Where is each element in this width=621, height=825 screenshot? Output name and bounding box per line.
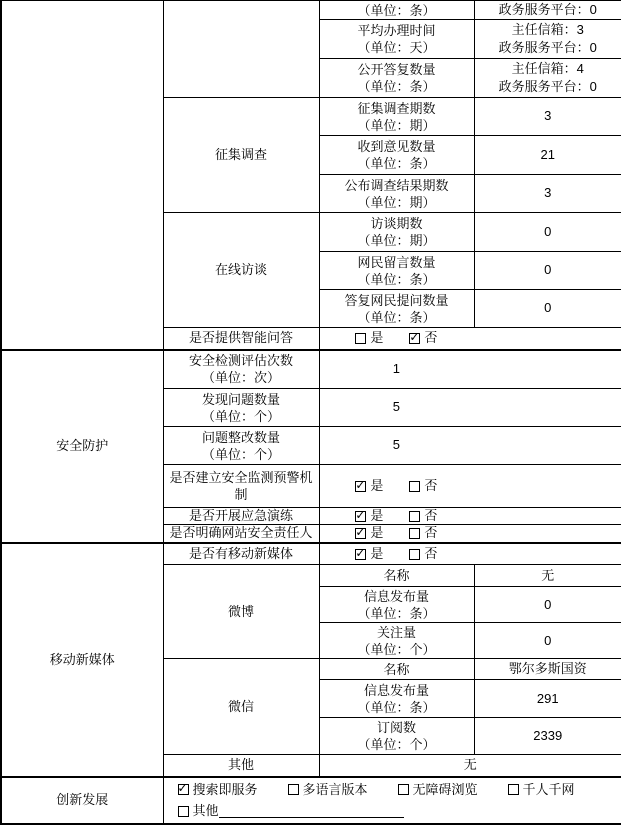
- checkbox-unchecked-icon[interactable]: [508, 784, 519, 795]
- value-line: 政务服务平台：0: [475, 39, 621, 57]
- subsection-cell-empty: [163, 1, 319, 98]
- subsection-label-survey: 征集调查: [163, 98, 319, 213]
- value: 5: [320, 437, 474, 453]
- checkbox-unchecked-icon[interactable]: [288, 784, 299, 795]
- blank-underline: [219, 805, 404, 818]
- no-label: 否: [424, 546, 437, 562]
- section-label-innovation: 创新发展: [1, 777, 163, 825]
- value-cell: [319, 389, 621, 427]
- yes-label: 是: [370, 508, 383, 524]
- metric-label: 关注量: [320, 624, 474, 641]
- checkbox-unchecked-icon[interactable]: [398, 784, 409, 795]
- metric-cell: [319, 1, 474, 20]
- checkbox-unchecked-icon[interactable]: [409, 511, 420, 522]
- subsection-label-wechat: 微信: [163, 659, 319, 755]
- metric-cell: [163, 427, 319, 465]
- metric-cell: [319, 213, 474, 252]
- section-label-mobile-media: 移动新媒体: [1, 543, 163, 777]
- yesno-cell: [319, 465, 621, 508]
- metric-label: 征集调查期数: [320, 100, 474, 117]
- value-cell: 无: [319, 755, 621, 777]
- metric-cell: [319, 175, 474, 213]
- option-label: 其他: [193, 803, 219, 819]
- metric-cell: [319, 98, 474, 136]
- metric-cell: [319, 623, 474, 659]
- no-option: [409, 546, 437, 562]
- yes-label: 是: [370, 330, 383, 346]
- no-label: 否: [424, 508, 437, 524]
- metric-unit: （单位：期）: [320, 194, 474, 211]
- checkbox-unchecked-icon[interactable]: [355, 333, 366, 344]
- metric-unit: （单位：条）: [320, 2, 474, 19]
- no-option: [409, 525, 437, 541]
- option-personalized-web: [508, 782, 575, 798]
- metric-cell: [319, 680, 474, 718]
- value-cell: 无: [474, 565, 621, 587]
- metric-cell: [319, 659, 474, 680]
- metric-cell: [319, 290, 474, 328]
- metric-unit: （单位：条）: [320, 155, 474, 172]
- checkbox-checked-icon[interactable]: [355, 549, 366, 560]
- metric-unit: （单位：个）: [320, 736, 474, 753]
- value: 5: [320, 399, 474, 415]
- value-line: 主任信箱：4: [475, 60, 621, 78]
- subsection-label-other: 其他: [163, 755, 319, 777]
- value: 1: [320, 361, 474, 377]
- metric-cell: [319, 252, 474, 290]
- checkbox-checked-icon[interactable]: [409, 333, 420, 344]
- metric-label: 公布调查结果期数: [320, 177, 474, 194]
- metric-unit: （单位：条）: [320, 309, 474, 326]
- value-cell: 21: [474, 136, 621, 175]
- innovation-options-cell: [163, 777, 621, 825]
- metric-cell: [319, 20, 474, 59]
- option-multilingual: [288, 782, 368, 798]
- yes-label: 是: [370, 478, 383, 494]
- metric-cell: [319, 565, 474, 587]
- subsection-label-interview: 在线访谈: [163, 213, 319, 328]
- no-label: 否: [424, 478, 437, 494]
- checkbox-checked-icon[interactable]: [355, 481, 366, 492]
- question-label-security-owner: 是否明确网站安全责任人: [163, 525, 319, 543]
- question-label-emergency-drill: 是否开展应急演练: [163, 508, 319, 525]
- no-label: 否: [424, 330, 437, 346]
- metric-unit: （单位：期）: [320, 117, 474, 134]
- checkbox-unchecked-icon[interactable]: [178, 806, 189, 817]
- metric-unit: （单位：条）: [320, 699, 474, 716]
- no-option: [409, 330, 437, 346]
- section-cell-empty: [1, 1, 163, 350]
- checkbox-checked-icon[interactable]: [178, 784, 189, 795]
- yes-option: [355, 525, 383, 541]
- value-line: 主任信箱：3: [475, 21, 621, 39]
- value-cell: 2339: [474, 718, 621, 755]
- yes-option: [355, 330, 383, 346]
- metric-label: 信息发布量: [320, 682, 474, 699]
- metric-unit: （单位：条）: [320, 78, 474, 95]
- value-cell: [319, 427, 621, 465]
- value-cell: 3: [474, 98, 621, 136]
- subsection-label-weibo: 微博: [163, 565, 319, 659]
- option-other: [178, 803, 219, 819]
- metric-label: 网民留言数量: [320, 254, 474, 271]
- metric-unit: （单位：个）: [320, 641, 474, 658]
- metric-label: 订阅数: [320, 719, 474, 736]
- metric-unit: （单位：天）: [320, 39, 474, 56]
- option-accessibility: [398, 782, 478, 798]
- option-label: 多语言版本: [303, 782, 368, 798]
- metric-unit: （单位：条）: [320, 605, 474, 622]
- metric-label: 问题整改数量: [164, 429, 319, 446]
- value-cell: 0: [474, 252, 621, 290]
- value-cell: 291: [474, 680, 621, 718]
- metric-label: 信息发布量: [320, 588, 474, 605]
- metric-unit: （单位：个）: [164, 408, 319, 425]
- option-label: 搜索即服务: [193, 782, 258, 798]
- question-label-has-new-media: 是否有移动新媒体: [163, 543, 319, 565]
- metric-cell: [163, 350, 319, 389]
- value-cell: 0: [474, 213, 621, 252]
- yes-option: [355, 546, 383, 562]
- value-cell: [319, 350, 621, 389]
- metric-label: 名称: [320, 661, 474, 678]
- checkbox-checked-icon[interactable]: [355, 528, 366, 539]
- no-option: [409, 508, 437, 524]
- checkbox-unchecked-icon[interactable]: [409, 528, 420, 539]
- value-cell: [474, 59, 621, 98]
- question-label-warning-mechanism: 是否建立安全监测预警机制: [163, 465, 319, 508]
- value-cell: [474, 1, 621, 20]
- section-label-security: 安全防护: [1, 350, 163, 543]
- metric-label: 发现问题数量: [164, 391, 319, 408]
- no-label: 否: [424, 525, 437, 541]
- yes-option: [355, 508, 383, 524]
- yesno-cell: [319, 543, 621, 565]
- value-line: 政务服务平台：0: [475, 78, 621, 96]
- metric-unit: （单位：个）: [164, 446, 319, 463]
- yesno-cell: [319, 525, 621, 543]
- value-cell: 0: [474, 587, 621, 623]
- metric-label: 公开答复数量: [320, 61, 474, 78]
- metric-label: 平均办理时间: [320, 22, 474, 39]
- metric-label: 答复网民提问数量: [320, 292, 474, 309]
- yes-label: 是: [370, 546, 383, 562]
- option-label: 千人千网: [523, 782, 575, 798]
- no-option: [409, 478, 437, 494]
- question-label-smart-qa: 是否提供智能问答: [163, 328, 319, 350]
- metric-unit: （单位：次）: [164, 369, 319, 386]
- option-search-as-service: [178, 782, 258, 798]
- metric-unit: （单位：期）: [320, 232, 474, 249]
- metric-label: 访谈期数: [320, 215, 474, 232]
- metric-label: 收到意见数量: [320, 138, 474, 155]
- yes-option: [355, 478, 383, 494]
- value-cell: [474, 20, 621, 59]
- metric-cell: [319, 136, 474, 175]
- value-cell: 鄂尔多斯国资: [474, 659, 621, 680]
- checkbox-unchecked-icon[interactable]: [409, 549, 420, 560]
- value-cell: 0: [474, 290, 621, 328]
- metric-cell: [319, 587, 474, 623]
- option-label: 无障碍浏览: [413, 782, 478, 798]
- value-line: 政务服务平台：0: [475, 1, 621, 19]
- metric-unit: （单位：条）: [320, 271, 474, 288]
- checkbox-unchecked-icon[interactable]: [409, 481, 420, 492]
- value-cell: 3: [474, 175, 621, 213]
- metric-cell: [319, 718, 474, 755]
- yes-label: 是: [370, 525, 383, 541]
- metric-cell: [319, 59, 474, 98]
- yesno-cell: [319, 508, 621, 525]
- metric-cell: [163, 389, 319, 427]
- checkbox-checked-icon[interactable]: [355, 511, 366, 522]
- yesno-cell: [319, 328, 621, 350]
- metric-label: 名称: [320, 567, 474, 584]
- value-cell: 0: [474, 623, 621, 659]
- metric-label: 安全检测评估次数: [164, 352, 319, 369]
